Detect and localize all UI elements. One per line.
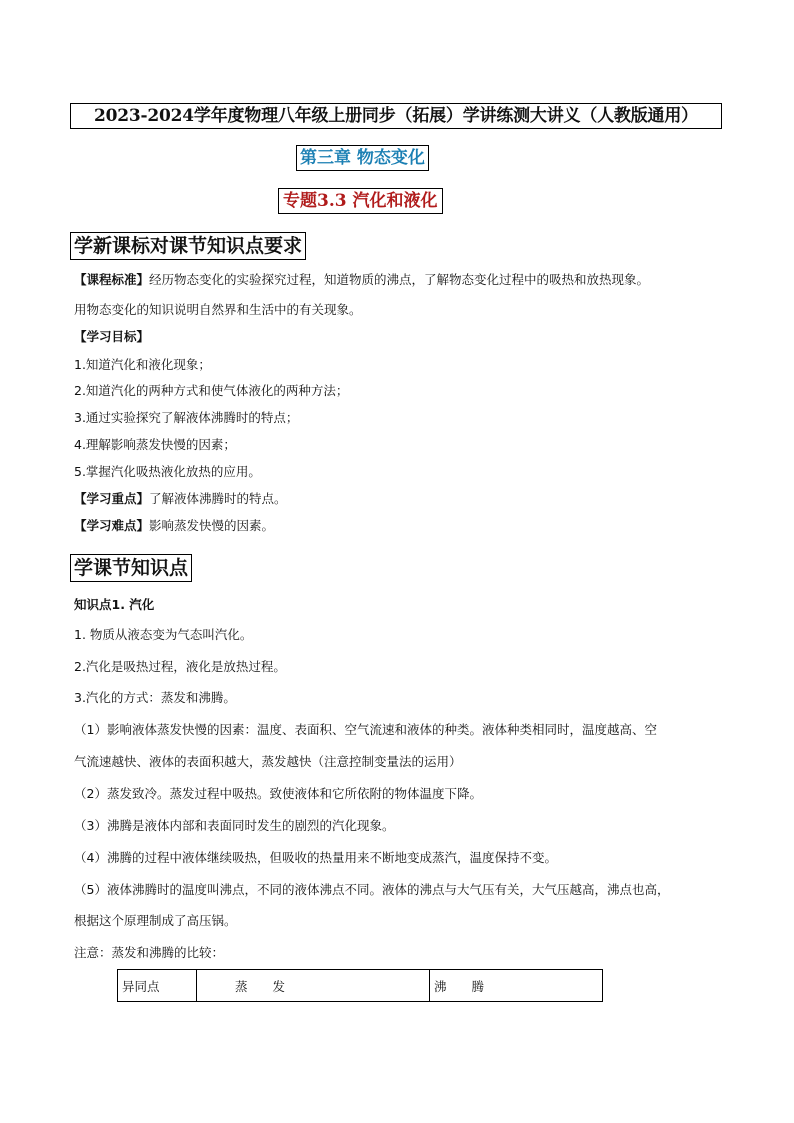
goal-item: 2.知道汽化的两种方式和使气体液化的两种方法；	[74, 383, 349, 398]
knowledge-line: 1. 物质从液态变为气态叫汽化。	[74, 627, 253, 642]
standard-text-1: 经历物态变化的实验探究过程，知道物质的沸点，了解物态变化过程中的吸热和放热现象。	[149, 272, 650, 287]
key-text: 了解液体沸腾时的特点。	[149, 491, 287, 506]
key-point-line	[74, 491, 287, 507]
table-header-cell: 沸 腾	[430, 970, 603, 1002]
knowledge-line: （4）沸腾的过程中液体继续吸热，但吸收的热量用来不断地变成蒸汽，温度保持不变。	[74, 850, 557, 865]
knowledge-line: （2）蒸发致冷。蒸发过程中吸热。致使液体和它所依附的物体温度下降。	[74, 786, 482, 801]
standard-label: 【课程标准】	[74, 272, 150, 287]
knowledge-line: 气流速越快、液体的表面积越大，蒸发越快（注意控制变量法的运用）	[74, 754, 462, 769]
difficulty-text: 影响蒸发快慢的因素。	[149, 518, 275, 533]
table-header-cell: 蒸 发	[197, 970, 430, 1002]
goal-item: 1.知道汽化和液化现象；	[74, 357, 211, 372]
knowledge-line: （3）沸腾是液体内部和表面同时发生的剧烈的汽化现象。	[74, 818, 395, 833]
table-row	[118, 970, 603, 1002]
goal-item: 4.理解影响蒸发快慢的因素；	[74, 437, 236, 452]
knowledge-line: （5）液体沸腾时的温度叫沸点，不同的液体沸点不同。液体的沸点与大气压有关，大气压越高，沸点也高，	[74, 882, 670, 897]
knowledge-line: 根据这个原理制成了高压锅。	[74, 913, 237, 928]
knowledge-line: （1）影响液体蒸发快慢的因素：温度、表面积、空气流速和液体的种类。液体种类相同时，温度越高、空	[74, 722, 657, 737]
section-heading-standards: 学新课标对课节知识点要求	[70, 232, 306, 260]
difficulty-label: 【学习难点】	[74, 518, 150, 533]
goal-item: 3.通过实验探究了解液体沸腾时的特点；	[74, 410, 299, 425]
document-title: 2023-2024学年度物理八年级上册同步（拓展）学讲练测大讲义（人教版通用）	[70, 103, 722, 129]
difficulty-line	[74, 518, 274, 534]
knowledge-line: 3.汽化的方式：蒸发和沸腾。	[74, 690, 236, 705]
comparison-note: 注意：蒸发和沸腾的比较：	[74, 945, 225, 960]
standard-line-1	[74, 272, 649, 288]
section-heading-knowledge: 学课节知识点	[70, 554, 192, 582]
goal-item: 5.掌握汽化吸热液化放热的应用。	[74, 464, 261, 479]
standard-text-2: 用物态变化的知识说明自然界和生活中的有关现象。	[74, 302, 362, 317]
knowledge-line: 2.汽化是吸热过程，液化是放热过程。	[74, 659, 286, 674]
key-label: 【学习重点】	[74, 491, 150, 506]
goals-label: 【学习目标】	[74, 329, 150, 344]
knowledge-point-title: 知识点1. 汽化	[74, 597, 155, 612]
comparison-table	[117, 969, 603, 1002]
topic-title: 专题3.3 汽化和液化	[278, 188, 443, 214]
table-header-cell: 异同点	[118, 970, 197, 1002]
chapter-title: 第三章 物态变化	[296, 145, 429, 171]
